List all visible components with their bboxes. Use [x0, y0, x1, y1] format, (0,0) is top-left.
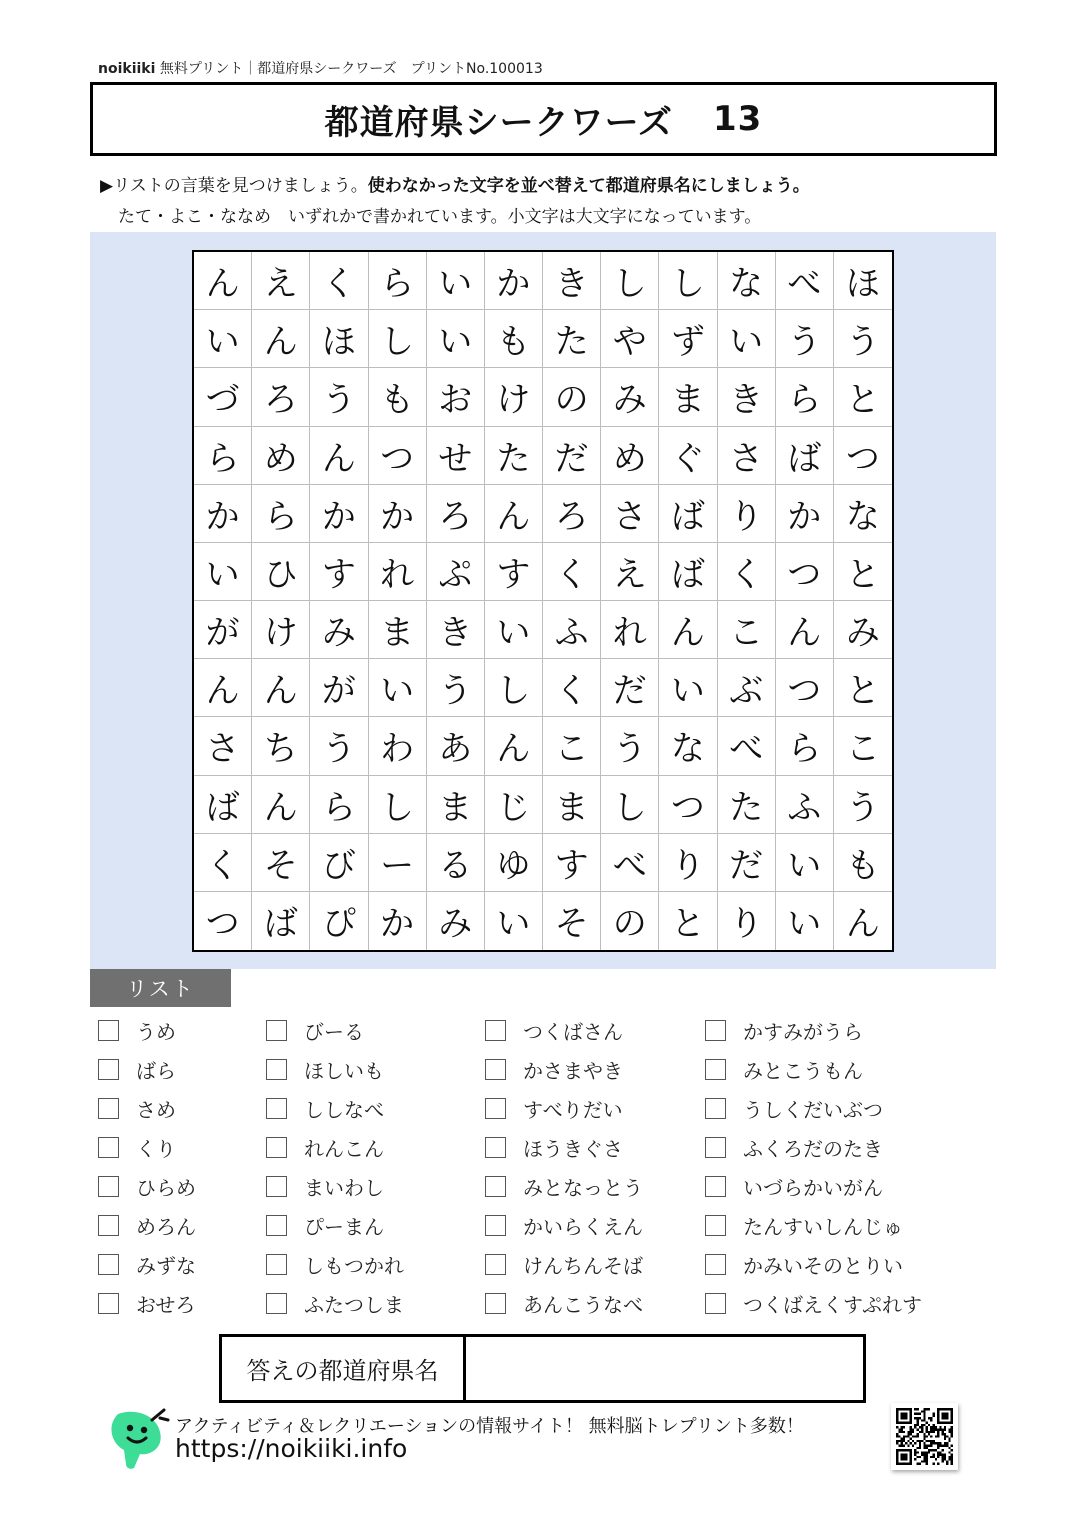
grid-cell: つ — [659, 776, 717, 834]
page-title: 都道府県シークワーズ — [324, 102, 673, 143]
grid-cell: り — [718, 892, 776, 950]
grid-cell: ば — [776, 427, 834, 485]
header-line — [98, 58, 543, 78]
grid-cell: い — [776, 892, 834, 950]
grid-cell: な — [834, 485, 892, 543]
grid-cell: か — [485, 252, 543, 310]
list-item — [266, 1011, 404, 1050]
word-label: ほしいも — [304, 1059, 384, 1083]
answer-label: 答えの都道府県名 — [222, 1337, 466, 1400]
grid-cell: た — [485, 427, 543, 485]
grid-cell: か — [369, 485, 427, 543]
grid-cell: ほ — [834, 252, 892, 310]
checkbox[interactable] — [266, 1059, 287, 1080]
grid-cell: ろ — [427, 485, 485, 543]
word-search-grid — [192, 250, 894, 952]
word-label: ばら — [136, 1059, 176, 1083]
print-info: 無料プリント｜都道府県シークワーズ プリントNo.100013 — [159, 61, 543, 77]
word-label: かいらくえん — [523, 1215, 643, 1239]
checkbox[interactable] — [98, 1098, 119, 1119]
grid-cell: ほ — [310, 310, 368, 368]
grid-cell: す — [543, 834, 601, 892]
answer-box — [219, 1334, 866, 1403]
grid-cell: こ — [543, 717, 601, 775]
checkbox[interactable] — [266, 1098, 287, 1119]
word-label: ぴーまん — [304, 1215, 384, 1239]
grid-cell: い — [427, 310, 485, 368]
checkbox[interactable] — [485, 1059, 506, 1080]
checkbox[interactable] — [485, 1215, 506, 1236]
site-name: noikiiki — [98, 61, 156, 77]
grid-cell: た — [543, 310, 601, 368]
word-label: しもつかれ — [304, 1254, 404, 1278]
grid-cell: ぴ — [310, 892, 368, 950]
list-item — [705, 1167, 922, 1206]
grid-cell: え — [601, 543, 659, 601]
grid-cell: な — [659, 717, 717, 775]
grid-cell: ら — [252, 485, 310, 543]
grid-cell: ゆ — [485, 834, 543, 892]
grid-cell: せ — [427, 427, 485, 485]
checkbox[interactable] — [266, 1020, 287, 1041]
grid-cell: す — [485, 543, 543, 601]
word-label: ふくろだのたき — [743, 1137, 883, 1161]
word-label: みとなっとう — [523, 1176, 643, 1200]
word-label: みずな — [136, 1254, 196, 1278]
checkbox[interactable] — [705, 1059, 726, 1080]
word-label: いづらかいがん — [743, 1176, 883, 1200]
word-label: れんこん — [304, 1137, 384, 1161]
word-label: くり — [136, 1137, 176, 1161]
grid-cell: ん — [194, 252, 252, 310]
list-item — [266, 1128, 404, 1167]
grid-cell: し — [601, 252, 659, 310]
grid-cell: ら — [194, 427, 252, 485]
grid-cell: れ — [369, 543, 427, 601]
grid-cell: い — [194, 543, 252, 601]
grid-cell: そ — [543, 892, 601, 950]
instruction-line-1 — [100, 171, 810, 196]
word-label: うしくだいぶつ — [743, 1098, 883, 1122]
grid-cell: べ — [776, 252, 834, 310]
checkbox[interactable] — [705, 1137, 726, 1158]
grid-cell: め — [252, 427, 310, 485]
grid-cell: と — [659, 892, 717, 950]
grid-cell: く — [310, 252, 368, 310]
list-item — [705, 1245, 922, 1284]
grid-cell: え — [252, 252, 310, 310]
checkbox[interactable] — [98, 1059, 119, 1080]
grid-cell: つ — [369, 427, 427, 485]
grid-cell: べ — [601, 834, 659, 892]
grid-cell: い — [718, 310, 776, 368]
grid-cell: く — [543, 543, 601, 601]
list-item — [485, 1167, 643, 1206]
grid-cell: け — [485, 368, 543, 426]
instruction-line-2: たて・よこ・ななめ いずれかで書かれています。小文字は大文字になっています。 — [118, 207, 762, 227]
grid-cell: い — [776, 834, 834, 892]
grid-cell: ん — [252, 310, 310, 368]
grid-cell: ず — [659, 310, 717, 368]
checkbox[interactable] — [485, 1137, 506, 1158]
word-label: さめ — [136, 1098, 176, 1122]
grid-cell: だ — [601, 659, 659, 717]
grid-cell: ば — [252, 892, 310, 950]
grid-cell: ふ — [776, 776, 834, 834]
grid-cell: う — [310, 368, 368, 426]
grid-cell: か — [369, 892, 427, 950]
grid-cell: い — [485, 892, 543, 950]
grid-cell: と — [834, 543, 892, 601]
checkbox[interactable] — [485, 1098, 506, 1119]
checkbox[interactable] — [98, 1176, 119, 1197]
list-item — [98, 1050, 196, 1089]
list-item — [98, 1167, 196, 1206]
grid-cell: る — [427, 834, 485, 892]
checkbox[interactable] — [485, 1020, 506, 1041]
grid-cell: だ — [543, 427, 601, 485]
grid-cell: う — [601, 717, 659, 775]
grid-cell: ん — [252, 776, 310, 834]
grid-cell: ら — [776, 368, 834, 426]
grid-cell: さ — [194, 717, 252, 775]
grid-cell: み — [601, 368, 659, 426]
grid-cell: ら — [776, 717, 834, 775]
grid-cell: も — [485, 310, 543, 368]
list-item — [266, 1206, 404, 1245]
grid-cell: あ — [427, 717, 485, 775]
list-item — [485, 1128, 643, 1167]
grid-cell: き — [543, 252, 601, 310]
grid-cell: な — [718, 252, 776, 310]
list-item — [98, 1245, 196, 1284]
list-item — [705, 1128, 922, 1167]
grid-cell: ば — [659, 543, 717, 601]
list-item — [485, 1206, 643, 1245]
grid-cell: い — [485, 601, 543, 659]
word-label: けんちんそば — [523, 1254, 643, 1278]
grid-cell: う — [834, 776, 892, 834]
print-number: 13 — [712, 99, 763, 139]
list-item — [705, 1050, 922, 1089]
grid-cell: ば — [659, 485, 717, 543]
grid-cell: み — [310, 601, 368, 659]
grid-cell: み — [834, 601, 892, 659]
word-label: ふたつしま — [304, 1293, 404, 1317]
word-label: ひらめ — [136, 1176, 196, 1200]
grid-cell: か — [310, 485, 368, 543]
word-label: つくばさん — [523, 1020, 623, 1044]
list-item — [266, 1167, 404, 1206]
noikiiki-mascot-icon — [104, 1406, 170, 1476]
grid-cell: し — [659, 252, 717, 310]
word-label: たんすいしんじゅ — [743, 1215, 903, 1239]
list-item — [266, 1089, 404, 1128]
checkbox[interactable] — [705, 1215, 726, 1236]
grid-cell: そ — [252, 834, 310, 892]
word-label: まいわし — [304, 1176, 384, 1200]
grid-cell: め — [601, 427, 659, 485]
checkbox[interactable] — [705, 1176, 726, 1197]
grid-cell: く — [543, 659, 601, 717]
grid-cell: だ — [718, 834, 776, 892]
grid-cell: う — [427, 659, 485, 717]
checkbox[interactable] — [485, 1254, 506, 1275]
list-item — [98, 1128, 196, 1167]
list-item — [98, 1284, 196, 1323]
grid-cell: か — [776, 485, 834, 543]
grid-cell: り — [659, 834, 717, 892]
grid-cell: こ — [834, 717, 892, 775]
grid-cell: う — [776, 310, 834, 368]
list-item — [485, 1284, 643, 1323]
instruction-bold: 使わなかった文字を並べ替えて都道府県名にしましょう。 — [367, 176, 810, 196]
grid-cell: ん — [485, 485, 543, 543]
word-label: うめ — [136, 1020, 176, 1044]
footer-tagline: アクティビティ＆レクリエーションの情報サイト！ 無料脳トレプリント多数！ — [175, 1416, 804, 1437]
grid-cell: づ — [194, 368, 252, 426]
word-label: みとこうもん — [743, 1059, 863, 1083]
grid-cell: ー — [369, 834, 427, 892]
grid-cell: き — [427, 601, 485, 659]
word-label: ほうきぐさ — [523, 1137, 623, 1161]
grid-cell: と — [834, 659, 892, 717]
word-column — [485, 1011, 643, 1323]
word-label: かさまやき — [523, 1059, 623, 1083]
grid-cell: れ — [601, 601, 659, 659]
list-item — [266, 1050, 404, 1089]
list-item — [485, 1011, 643, 1050]
checkbox[interactable] — [266, 1176, 287, 1197]
grid-cell: の — [543, 368, 601, 426]
grid-cell: の — [601, 892, 659, 950]
checkbox[interactable] — [98, 1254, 119, 1275]
list-item — [266, 1245, 404, 1284]
grid-cell: ぷ — [427, 543, 485, 601]
instruction-normal: リストの言葉を見つけましょう。 — [113, 176, 368, 196]
grid-cell: ん — [310, 427, 368, 485]
grid-cell: も — [834, 834, 892, 892]
checkbox[interactable] — [98, 1137, 119, 1158]
word-column — [98, 1011, 196, 1323]
list-tab: リスト — [90, 969, 231, 1007]
grid-cell: か — [194, 485, 252, 543]
grid-cell: と — [834, 368, 892, 426]
checkbox[interactable] — [98, 1293, 119, 1314]
qr-code-icon — [891, 1403, 958, 1470]
grid-cell: つ — [776, 543, 834, 601]
list-item — [98, 1206, 196, 1245]
grid-cell: い — [194, 310, 252, 368]
grid-cell: ん — [194, 659, 252, 717]
grid-cell: い — [427, 252, 485, 310]
word-column — [705, 1011, 922, 1323]
grid-cell: ろ — [252, 368, 310, 426]
marker-icon: ▶ — [100, 176, 114, 196]
word-label: びーる — [304, 1020, 364, 1044]
grid-cell: べ — [718, 717, 776, 775]
grid-cell: し — [601, 776, 659, 834]
word-label: めろん — [136, 1215, 196, 1239]
grid-cell: し — [485, 659, 543, 717]
grid-cell: が — [194, 601, 252, 659]
grid-cell: ん — [776, 601, 834, 659]
grid-cell: わ — [369, 717, 427, 775]
grid-cell: こ — [718, 601, 776, 659]
grid-cell: う — [834, 310, 892, 368]
checkbox[interactable] — [705, 1293, 726, 1314]
list-item — [98, 1011, 196, 1050]
checkbox[interactable] — [266, 1293, 287, 1314]
word-label: すべりだい — [523, 1098, 623, 1122]
grid-cell: ま — [427, 776, 485, 834]
grid-cell: ろ — [543, 485, 601, 543]
footer-url[interactable]: https://noikiiki.info — [175, 1434, 408, 1463]
grid-cell: ぐ — [659, 427, 717, 485]
grid-cell: ば — [194, 776, 252, 834]
grid-cell: ま — [369, 601, 427, 659]
grid-cell: つ — [834, 427, 892, 485]
grid-cell: も — [369, 368, 427, 426]
list-item — [485, 1050, 643, 1089]
list-item — [98, 1089, 196, 1128]
word-label: おせろ — [136, 1293, 196, 1317]
grid-cell: く — [718, 543, 776, 601]
grid-cell: し — [369, 776, 427, 834]
list-item — [705, 1284, 922, 1323]
grid-cell: つ — [776, 659, 834, 717]
grid-cell: き — [718, 368, 776, 426]
checkbox[interactable] — [266, 1215, 287, 1236]
grid-cell: し — [369, 310, 427, 368]
grid-cell: ぶ — [718, 659, 776, 717]
grid-cell: や — [601, 310, 659, 368]
grid-cell: ふ — [543, 601, 601, 659]
checkbox[interactable] — [98, 1020, 119, 1041]
answer-field[interactable] — [466, 1337, 863, 1400]
grid-cell: じ — [485, 776, 543, 834]
checkbox[interactable] — [485, 1293, 506, 1314]
checkbox[interactable] — [705, 1254, 726, 1275]
title-box — [90, 82, 997, 156]
checkbox[interactable] — [98, 1215, 119, 1236]
grid-cell: い — [659, 659, 717, 717]
grid-cell: ん — [485, 717, 543, 775]
grid-cell: ひ — [252, 543, 310, 601]
list-item — [705, 1206, 922, 1245]
grid-cell: ま — [543, 776, 601, 834]
list-item — [485, 1245, 643, 1284]
checkbox[interactable] — [485, 1176, 506, 1197]
grid-cell: ん — [252, 659, 310, 717]
word-label: つくばえくすぷれす — [743, 1293, 922, 1317]
grid-cell: つ — [194, 892, 252, 950]
grid-cell: さ — [601, 485, 659, 543]
word-column — [266, 1011, 404, 1323]
checkbox[interactable] — [266, 1254, 287, 1275]
grid-cell: く — [194, 834, 252, 892]
checkbox[interactable] — [705, 1020, 726, 1041]
grid-cell: さ — [718, 427, 776, 485]
grid-cell: す — [310, 543, 368, 601]
grid-cell: ら — [310, 776, 368, 834]
grid-cell: が — [310, 659, 368, 717]
list-item — [705, 1011, 922, 1050]
grid-cell: う — [310, 717, 368, 775]
grid-cell: お — [427, 368, 485, 426]
word-label: かすみがうら — [743, 1020, 863, 1044]
list-item — [705, 1089, 922, 1128]
grid-cell: い — [369, 659, 427, 717]
grid-cell: ん — [659, 601, 717, 659]
grid-cell: ん — [845, 904, 880, 945]
word-label: ししなべ — [304, 1098, 384, 1122]
grid-cell: け — [252, 601, 310, 659]
grid-cell: ち — [252, 717, 310, 775]
grid-cell: ら — [369, 252, 427, 310]
grid-cell: り — [718, 485, 776, 543]
list-item — [485, 1089, 643, 1128]
word-label: あんこうなべ — [523, 1293, 643, 1317]
grid-cell: ま — [659, 368, 717, 426]
grid-cell: み — [427, 892, 485, 950]
list-item — [266, 1284, 404, 1323]
grid-cell: た — [718, 776, 776, 834]
grid-cell: び — [310, 834, 368, 892]
word-label: かみいそのとりい — [743, 1254, 903, 1278]
checkbox[interactable] — [705, 1098, 726, 1119]
checkbox[interactable] — [266, 1137, 287, 1158]
